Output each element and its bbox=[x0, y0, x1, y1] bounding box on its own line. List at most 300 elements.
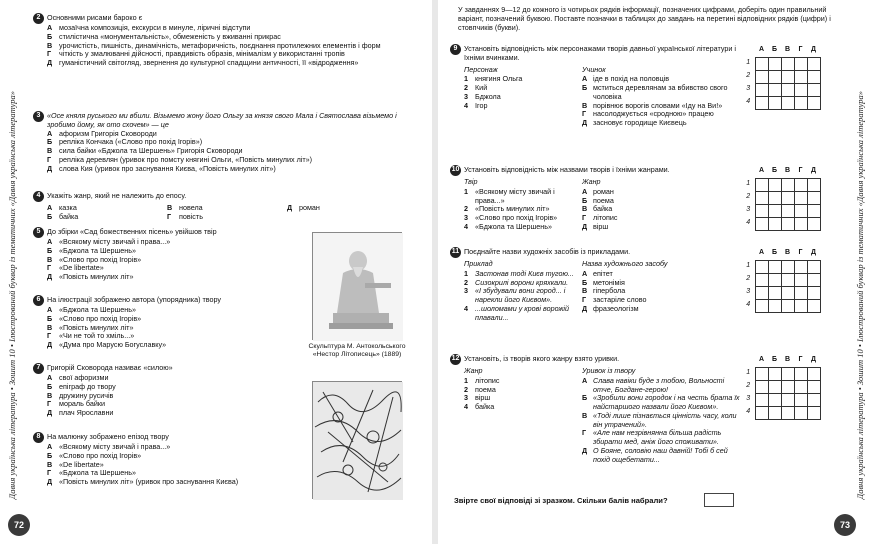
item-text: «Слово про похід Ігорів» bbox=[475, 213, 558, 223]
option-letter: Б bbox=[47, 313, 53, 323]
option-letter: А bbox=[47, 305, 53, 314]
answer-cell[interactable] bbox=[794, 70, 807, 83]
question-number: 7 bbox=[33, 363, 44, 374]
item-text: «Зробили вони городок і на честь брата їх найстаршого назвали його Києвом». bbox=[593, 393, 740, 412]
answer-cell[interactable] bbox=[768, 380, 781, 393]
score-input-box[interactable] bbox=[704, 493, 734, 507]
option-text: «Бджола та Шершень» bbox=[59, 468, 137, 478]
question-6 bbox=[33, 296, 283, 350]
answer-cell[interactable] bbox=[755, 393, 768, 406]
grid-column-letter: Г bbox=[798, 166, 803, 174]
item-text: іде в похід на половців bbox=[593, 74, 670, 84]
item-number: 3 bbox=[464, 213, 468, 223]
option-text: мораль байки bbox=[59, 399, 105, 409]
grid-column-letter: А bbox=[758, 45, 765, 53]
answer-cell[interactable] bbox=[781, 380, 794, 393]
answer-cell[interactable] bbox=[794, 393, 807, 406]
grid-row-number: 4 bbox=[746, 408, 751, 416]
item-text: вірш bbox=[593, 221, 609, 231]
item-number: 1 bbox=[464, 186, 468, 196]
answer-cell[interactable] bbox=[768, 57, 781, 70]
grid-column-letter: В bbox=[784, 166, 791, 174]
item-text: «Тоді лише пізнається цінність часу, коли він утрачений». bbox=[593, 410, 737, 429]
answer-cell[interactable] bbox=[768, 273, 781, 286]
answer-cell[interactable] bbox=[755, 83, 768, 96]
question-10 bbox=[450, 166, 740, 232]
grid-row-number: 3 bbox=[746, 206, 751, 214]
answer-cell[interactable] bbox=[768, 191, 781, 204]
option-letter: Д bbox=[287, 203, 293, 212]
item-text: літопис bbox=[593, 213, 618, 223]
answer-cell[interactable] bbox=[807, 70, 820, 83]
option-text: «De libertate» bbox=[59, 459, 104, 469]
right-column bbox=[582, 260, 740, 322]
sculpture-image bbox=[312, 232, 402, 340]
option-text: «Слово про похід Ігорів» bbox=[59, 450, 142, 460]
answer-cell[interactable] bbox=[794, 57, 807, 70]
option-letter: Г bbox=[47, 49, 52, 59]
grid-row-number: 2 bbox=[746, 193, 751, 201]
column-header: Жанр bbox=[464, 366, 483, 375]
grid-row-number: 3 bbox=[746, 85, 751, 93]
answer-cell[interactable] bbox=[807, 178, 820, 191]
option-letter: Б bbox=[47, 211, 53, 221]
answer-cell[interactable] bbox=[755, 260, 768, 273]
grid-row-number: 1 bbox=[746, 369, 751, 377]
grid-row-number: 1 bbox=[746, 180, 751, 188]
page-72 bbox=[0, 0, 432, 544]
option-text: повість bbox=[179, 211, 203, 221]
option-letter: Б bbox=[47, 31, 53, 41]
item-text: Кий bbox=[475, 83, 488, 93]
item-letter: Б bbox=[582, 277, 588, 287]
grid-row-number: 2 bbox=[746, 275, 751, 283]
grid-column-letter: А bbox=[758, 248, 765, 256]
option-letter: В bbox=[47, 146, 53, 156]
answer-cell[interactable] bbox=[755, 204, 768, 217]
answer-cell[interactable] bbox=[794, 96, 807, 109]
option-text: гуманістичний світогляд, звернення до культурної спадщини античності, її «відродження» bbox=[59, 58, 359, 68]
answer-cell[interactable] bbox=[755, 178, 768, 191]
answer-cell[interactable] bbox=[794, 217, 807, 230]
answer-cell[interactable] bbox=[781, 191, 794, 204]
option-letter: Б bbox=[47, 450, 53, 460]
item-text: вірш bbox=[475, 393, 491, 403]
question-text: На малюнку зображено епізод твору bbox=[47, 432, 169, 441]
option-letter: Г bbox=[47, 399, 52, 409]
grid-column-letter: Б bbox=[771, 248, 778, 256]
answer-cell[interactable] bbox=[781, 217, 794, 230]
option-text: «Всякому місту звичай і права...» bbox=[59, 442, 171, 451]
answer-cell[interactable] bbox=[768, 286, 781, 299]
answer-cell[interactable] bbox=[807, 260, 820, 273]
option-text: «Слово про похід Ігорів» bbox=[59, 313, 142, 323]
answer-option[interactable] bbox=[47, 273, 283, 282]
answer-cell[interactable] bbox=[807, 299, 820, 312]
item-text: літопис bbox=[475, 375, 500, 385]
question-3 bbox=[33, 112, 408, 173]
answer-grid-11 bbox=[742, 247, 821, 313]
option-letter: В bbox=[47, 40, 53, 50]
answer-cell[interactable] bbox=[807, 273, 820, 286]
option-letter: Д bbox=[47, 272, 53, 282]
grid-column-letter: Б bbox=[771, 355, 778, 363]
item-number: 3 bbox=[464, 286, 468, 296]
answer-cell[interactable] bbox=[781, 70, 794, 83]
option-letter: Г bbox=[47, 263, 52, 273]
column-header: Уривок із твору bbox=[582, 366, 636, 375]
option-letter: Д bbox=[47, 340, 53, 350]
item-text: порівнює ворогів словами «Іду на Ви!» bbox=[593, 100, 723, 110]
option-text: афоризм Григорія Сковороди bbox=[59, 128, 157, 138]
answer-cell[interactable] bbox=[794, 260, 807, 273]
item-number: 1 bbox=[464, 74, 468, 84]
answer-cell[interactable] bbox=[755, 299, 768, 312]
answer-cell[interactable] bbox=[807, 204, 820, 217]
answer-cell[interactable] bbox=[794, 204, 807, 217]
question-9 bbox=[450, 45, 740, 128]
answer-cell[interactable] bbox=[794, 367, 807, 380]
option-text: репліка Кончака («Слово про похід Ігорів») bbox=[59, 137, 203, 147]
right-column bbox=[582, 66, 740, 128]
answer-cell[interactable] bbox=[794, 406, 807, 419]
option-text: «Повість минулих літ» (уривок про заснування Києва) bbox=[59, 477, 239, 487]
question-number: 4 bbox=[33, 191, 44, 202]
numbered-item bbox=[464, 102, 582, 111]
item-text: байка bbox=[593, 204, 613, 214]
question-number: 12 bbox=[450, 354, 461, 365]
question-text: До збірки «Сад божественних пісень» увійшов твір bbox=[47, 227, 217, 236]
answer-cell[interactable] bbox=[781, 178, 794, 191]
question-text: «Осе княля руського ми вбили. Візьмемо жону його Ольгу за князя свого Мала і Святослава візьмемо і зробимо йому, як ото схочем» — це bbox=[47, 111, 397, 129]
item-letter: Г bbox=[582, 295, 587, 305]
item-letter: Д bbox=[582, 303, 588, 313]
answer-cell[interactable] bbox=[781, 96, 794, 109]
side-running-title-right bbox=[852, 60, 868, 530]
option-text: «Бджола та Шершень» bbox=[59, 245, 137, 255]
column-header: Учинок bbox=[582, 64, 606, 74]
answer-cell[interactable] bbox=[807, 83, 820, 96]
option-letter: Б bbox=[47, 245, 53, 255]
question-text: Основними рисами бароко є bbox=[47, 13, 143, 22]
item-letter: Г bbox=[582, 213, 587, 223]
question-number: 8 bbox=[33, 432, 44, 443]
item-text: насолоджується «сродною» працею bbox=[593, 109, 714, 119]
option-text: стилістична «монументальність», обмеженість у вживанні прикрас bbox=[59, 31, 281, 41]
grid-column-letter: В bbox=[784, 45, 791, 53]
page-number-73: 73 bbox=[834, 514, 856, 536]
option-letter: Г bbox=[167, 211, 172, 221]
lettered-item bbox=[582, 84, 740, 102]
answer-option[interactable] bbox=[47, 165, 408, 174]
item-number: 4 bbox=[464, 100, 468, 110]
answer-cell[interactable] bbox=[781, 299, 794, 312]
option-text: чіткість у змалюванні дійсності, правдивість образів, мінімалізм у використанні тропів bbox=[59, 49, 345, 59]
question-number: 3 bbox=[33, 111, 44, 122]
option-text: «De libertate» bbox=[59, 263, 104, 273]
answer-cell[interactable] bbox=[755, 286, 768, 299]
option-letter: Б bbox=[47, 137, 53, 147]
answer-option[interactable] bbox=[47, 478, 283, 487]
option-text: дружину русичів bbox=[59, 390, 114, 400]
item-letter: Б bbox=[582, 393, 588, 403]
answer-cell[interactable] bbox=[768, 406, 781, 419]
item-text: байка bbox=[475, 402, 495, 412]
answer-cell[interactable] bbox=[807, 367, 820, 380]
answer-cell[interactable] bbox=[768, 393, 781, 406]
option-letter: В bbox=[47, 390, 53, 400]
answer-cell[interactable] bbox=[768, 178, 781, 191]
grid-column-letter: В bbox=[784, 355, 791, 363]
option-letter: В bbox=[47, 322, 53, 332]
answer-cell[interactable] bbox=[794, 178, 807, 191]
answer-cell[interactable] bbox=[768, 367, 781, 380]
question-number: 10 bbox=[450, 165, 461, 176]
answer-cell[interactable] bbox=[755, 380, 768, 393]
answer-cell[interactable] bbox=[807, 380, 820, 393]
grid-row-number: 1 bbox=[746, 262, 751, 270]
answer-cell[interactable] bbox=[794, 273, 807, 286]
answer-cell[interactable] bbox=[755, 191, 768, 204]
answer-grid-9 bbox=[742, 44, 821, 110]
answer-cell[interactable] bbox=[755, 217, 768, 230]
question-7 bbox=[33, 364, 283, 418]
option-d[interactable] bbox=[287, 204, 407, 213]
option-letter: В bbox=[47, 459, 53, 469]
option-text: репліка деревлян (уривок про помсту княгині Ольги, «Повість минулих літ») bbox=[59, 154, 313, 164]
grid-column-letter: Г bbox=[798, 248, 803, 256]
grid-column-letter: Г bbox=[798, 45, 803, 53]
answer-cell[interactable] bbox=[781, 273, 794, 286]
numbered-item bbox=[464, 223, 582, 232]
answer-cell[interactable] bbox=[794, 83, 807, 96]
option-text: роман bbox=[299, 203, 320, 212]
grid-column-letter: Г bbox=[798, 355, 803, 363]
grid-column-letter: В bbox=[784, 248, 791, 256]
answer-cell[interactable] bbox=[768, 83, 781, 96]
answer-option[interactable] bbox=[47, 59, 408, 68]
answer-option[interactable] bbox=[47, 409, 283, 418]
item-text: «Повість минулих літ» bbox=[475, 204, 550, 214]
item-letter: Д bbox=[582, 446, 588, 456]
item-text: поема bbox=[475, 384, 496, 394]
question-text: Установіть, із творів якого жанру взято уривки. bbox=[464, 354, 620, 363]
lettered-item bbox=[582, 447, 740, 465]
answer-cell[interactable] bbox=[781, 83, 794, 96]
item-letter: В bbox=[582, 100, 588, 110]
numbered-item bbox=[464, 403, 582, 412]
item-number: 1 bbox=[464, 268, 468, 278]
answer-cell[interactable] bbox=[768, 299, 781, 312]
column-header: Персонаж bbox=[464, 64, 498, 74]
option-text: новела bbox=[179, 203, 203, 212]
option-text: епіграф до твору bbox=[59, 381, 116, 391]
option-letter: В bbox=[47, 254, 53, 264]
answer-cell[interactable] bbox=[794, 191, 807, 204]
grid-row-number: 4 bbox=[746, 301, 751, 309]
grid-row-number: 4 bbox=[746, 219, 751, 227]
column-header: Приклад bbox=[464, 259, 493, 268]
option-text: «Чи не той то хміль...» bbox=[59, 331, 135, 341]
item-text: «Всякому місту звичай і права...» bbox=[475, 186, 555, 205]
option-text: слова Кия (уривок про заснування Києва, «Повість минулих літ») bbox=[59, 163, 276, 173]
question-11 bbox=[450, 248, 740, 322]
answer-grid-12 bbox=[742, 354, 821, 420]
item-number: 2 bbox=[464, 83, 468, 93]
item-text: поема bbox=[593, 195, 614, 205]
sculpture-caption: Скульптура М. Антокольського «Нестор Літописець» (1889) bbox=[308, 343, 406, 359]
answer-option[interactable] bbox=[47, 341, 283, 350]
item-letter: В bbox=[582, 410, 588, 420]
item-letter: А bbox=[582, 375, 588, 385]
item-text: Слава навіки буде з тобою, Вольності отче, Богдане-герою! bbox=[593, 375, 725, 394]
page-number-72: 72 bbox=[8, 514, 30, 536]
left-column bbox=[464, 367, 582, 465]
answer-cell[interactable] bbox=[794, 299, 807, 312]
option-letter: В bbox=[167, 203, 173, 212]
item-letter: А bbox=[582, 74, 588, 84]
option-letter: А bbox=[47, 203, 53, 212]
item-text: гіпербола bbox=[593, 286, 626, 296]
option-text: байка bbox=[59, 211, 79, 221]
option-letter: Г bbox=[47, 468, 52, 478]
item-text: роман bbox=[593, 186, 614, 196]
answer-cell[interactable] bbox=[807, 217, 820, 230]
answer-cell[interactable] bbox=[755, 273, 768, 286]
option-text: «Всякому місту звичай і права...» bbox=[59, 237, 171, 246]
item-letter: А bbox=[582, 186, 588, 196]
answer-cell[interactable] bbox=[781, 204, 794, 217]
answer-cell[interactable] bbox=[807, 406, 820, 419]
option-letter: Д bbox=[47, 58, 53, 68]
grid-row-number: 4 bbox=[746, 98, 751, 106]
lettered-item bbox=[582, 305, 740, 314]
item-number: 2 bbox=[464, 277, 468, 287]
item-number: 4 bbox=[464, 402, 468, 412]
question-number: 5 bbox=[33, 227, 44, 238]
question-text: Установіть відповідність між назвами творів і їхніми жанрами. bbox=[464, 165, 670, 174]
grid-column-letter: Д bbox=[811, 45, 816, 53]
answer-cell[interactable] bbox=[781, 393, 794, 406]
numbered-item bbox=[464, 287, 582, 305]
option-text: мозаїчна композиція, екскурси в минуле, ліричні відступи bbox=[59, 23, 251, 32]
answer-cell[interactable] bbox=[768, 260, 781, 273]
grid-column-letter: Д bbox=[811, 355, 816, 363]
answer-cell[interactable] bbox=[781, 286, 794, 299]
option-text: сила байки «Бджола та Шершень» Григорія Сковороди bbox=[59, 146, 243, 156]
grid-column-letter: Д bbox=[811, 248, 816, 256]
question-text: Установіть відповідність між персонажами творів давньої української літератури і їхніми вчинками. bbox=[464, 44, 736, 62]
item-letter: Г bbox=[582, 109, 587, 119]
numbered-item bbox=[464, 188, 582, 206]
answer-cell[interactable] bbox=[807, 57, 820, 70]
lettered-item bbox=[582, 119, 740, 128]
option-letter: Д bbox=[47, 477, 53, 487]
question-12 bbox=[450, 355, 740, 465]
item-text: мститься деревлянам за вбивство свого чоловіка bbox=[593, 83, 728, 101]
question-text: На ілюстрації зображено автора (упорядника) твору bbox=[47, 295, 221, 304]
option-letter: Д bbox=[47, 408, 53, 418]
item-text: О Бояне, соловію наш давній! Тобі б сей похід ощебетати... bbox=[593, 446, 728, 464]
answer-cell[interactable] bbox=[781, 367, 794, 380]
instructions-text: У завданнях 9—12 до кожного із чотирьох рядків інформації, позначених цифрами, доберіть один правильний варіант, позначений буквою. Поставте позначки в таблицях до завдань на перетині відповідних рядків (цифри) і стовпчиків (букви). bbox=[458, 5, 831, 32]
answer-cell[interactable] bbox=[768, 70, 781, 83]
battle-illustration bbox=[312, 381, 402, 499]
item-letter: А bbox=[582, 268, 588, 278]
option-text: «Бджола та Шершень» bbox=[59, 305, 137, 314]
question-2 bbox=[33, 14, 408, 68]
item-letter: В bbox=[582, 286, 588, 296]
grid-column-letter: Б bbox=[771, 166, 778, 174]
option-text: урочистість, пишність, динамічність, метафоричність, поєднання протилежних елементів і форм bbox=[59, 40, 381, 50]
item-number: 4 bbox=[464, 221, 468, 231]
option-text: «Повість минулих літ» bbox=[59, 322, 134, 332]
answer-cell[interactable] bbox=[755, 57, 768, 70]
option-text: «Слово про похід Ігорів» bbox=[59, 254, 142, 264]
side-title-text: Давня українська література • Зошит 10 • Ілюстрований буквар із тематичних «Давня українська література» bbox=[854, 90, 865, 500]
answer-cell[interactable] bbox=[768, 217, 781, 230]
item-letter: Б bbox=[582, 195, 588, 205]
answer-cell[interactable] bbox=[768, 96, 781, 109]
answer-cell[interactable] bbox=[807, 393, 820, 406]
option-text: «Дума про Марусю Богуславку» bbox=[59, 340, 167, 350]
answer-cell[interactable] bbox=[807, 286, 820, 299]
option-g[interactable] bbox=[167, 213, 287, 222]
answer-cell[interactable] bbox=[807, 191, 820, 204]
right-column bbox=[582, 178, 740, 232]
question-text: Поєднайте назви художніх засобів із прикладами. bbox=[464, 247, 631, 256]
question-text: Укажіть жанр, який не належить до епосу. bbox=[47, 191, 187, 200]
question-number: 2 bbox=[33, 13, 44, 24]
grid-column-letter: Б bbox=[771, 45, 778, 53]
self-check-prompt: Звірте свої відповіді зі зразком. Скільки балів набрали? bbox=[454, 496, 668, 505]
question-text: Григорій Сковорода називає «силою» bbox=[47, 363, 173, 372]
answer-cell[interactable] bbox=[755, 367, 768, 380]
question-number: 6 bbox=[33, 295, 44, 306]
item-letter: В bbox=[582, 204, 588, 214]
option-letter: А bbox=[47, 442, 53, 451]
option-letter: Д bbox=[47, 163, 53, 173]
item-number: 4 bbox=[464, 303, 468, 313]
lettered-item bbox=[582, 394, 740, 412]
answer-cell[interactable] bbox=[768, 204, 781, 217]
answer-cell[interactable] bbox=[794, 380, 807, 393]
answer-cell[interactable] bbox=[807, 96, 820, 109]
answer-cell[interactable] bbox=[755, 70, 768, 83]
item-letter: Г bbox=[582, 428, 587, 438]
option-letter: Б bbox=[47, 381, 53, 391]
answer-cell[interactable] bbox=[755, 406, 768, 419]
answer-cell[interactable] bbox=[781, 57, 794, 70]
item-number: 2 bbox=[464, 384, 468, 394]
item-letter: Б bbox=[582, 83, 588, 93]
column-header: Твір bbox=[464, 177, 478, 186]
lettered-item bbox=[582, 412, 740, 430]
answer-cell[interactable] bbox=[755, 96, 768, 109]
option-letter: А bbox=[47, 237, 53, 246]
option-b[interactable] bbox=[47, 213, 167, 222]
answer-cell[interactable] bbox=[781, 406, 794, 419]
item-text: Сизокрилі ворони кряхкали. bbox=[475, 277, 569, 287]
answer-cell[interactable] bbox=[781, 260, 794, 273]
grid-column-letter: А bbox=[758, 355, 765, 363]
grid-row-number: 3 bbox=[746, 395, 751, 403]
option-letter: Г bbox=[47, 154, 52, 164]
option-letter: Г bbox=[47, 331, 52, 341]
item-text: засновує городище Києвець bbox=[593, 118, 687, 128]
item-text: «І збудували вони город... і нарекли його Києвом». bbox=[475, 286, 566, 305]
answer-cell[interactable] bbox=[794, 286, 807, 299]
